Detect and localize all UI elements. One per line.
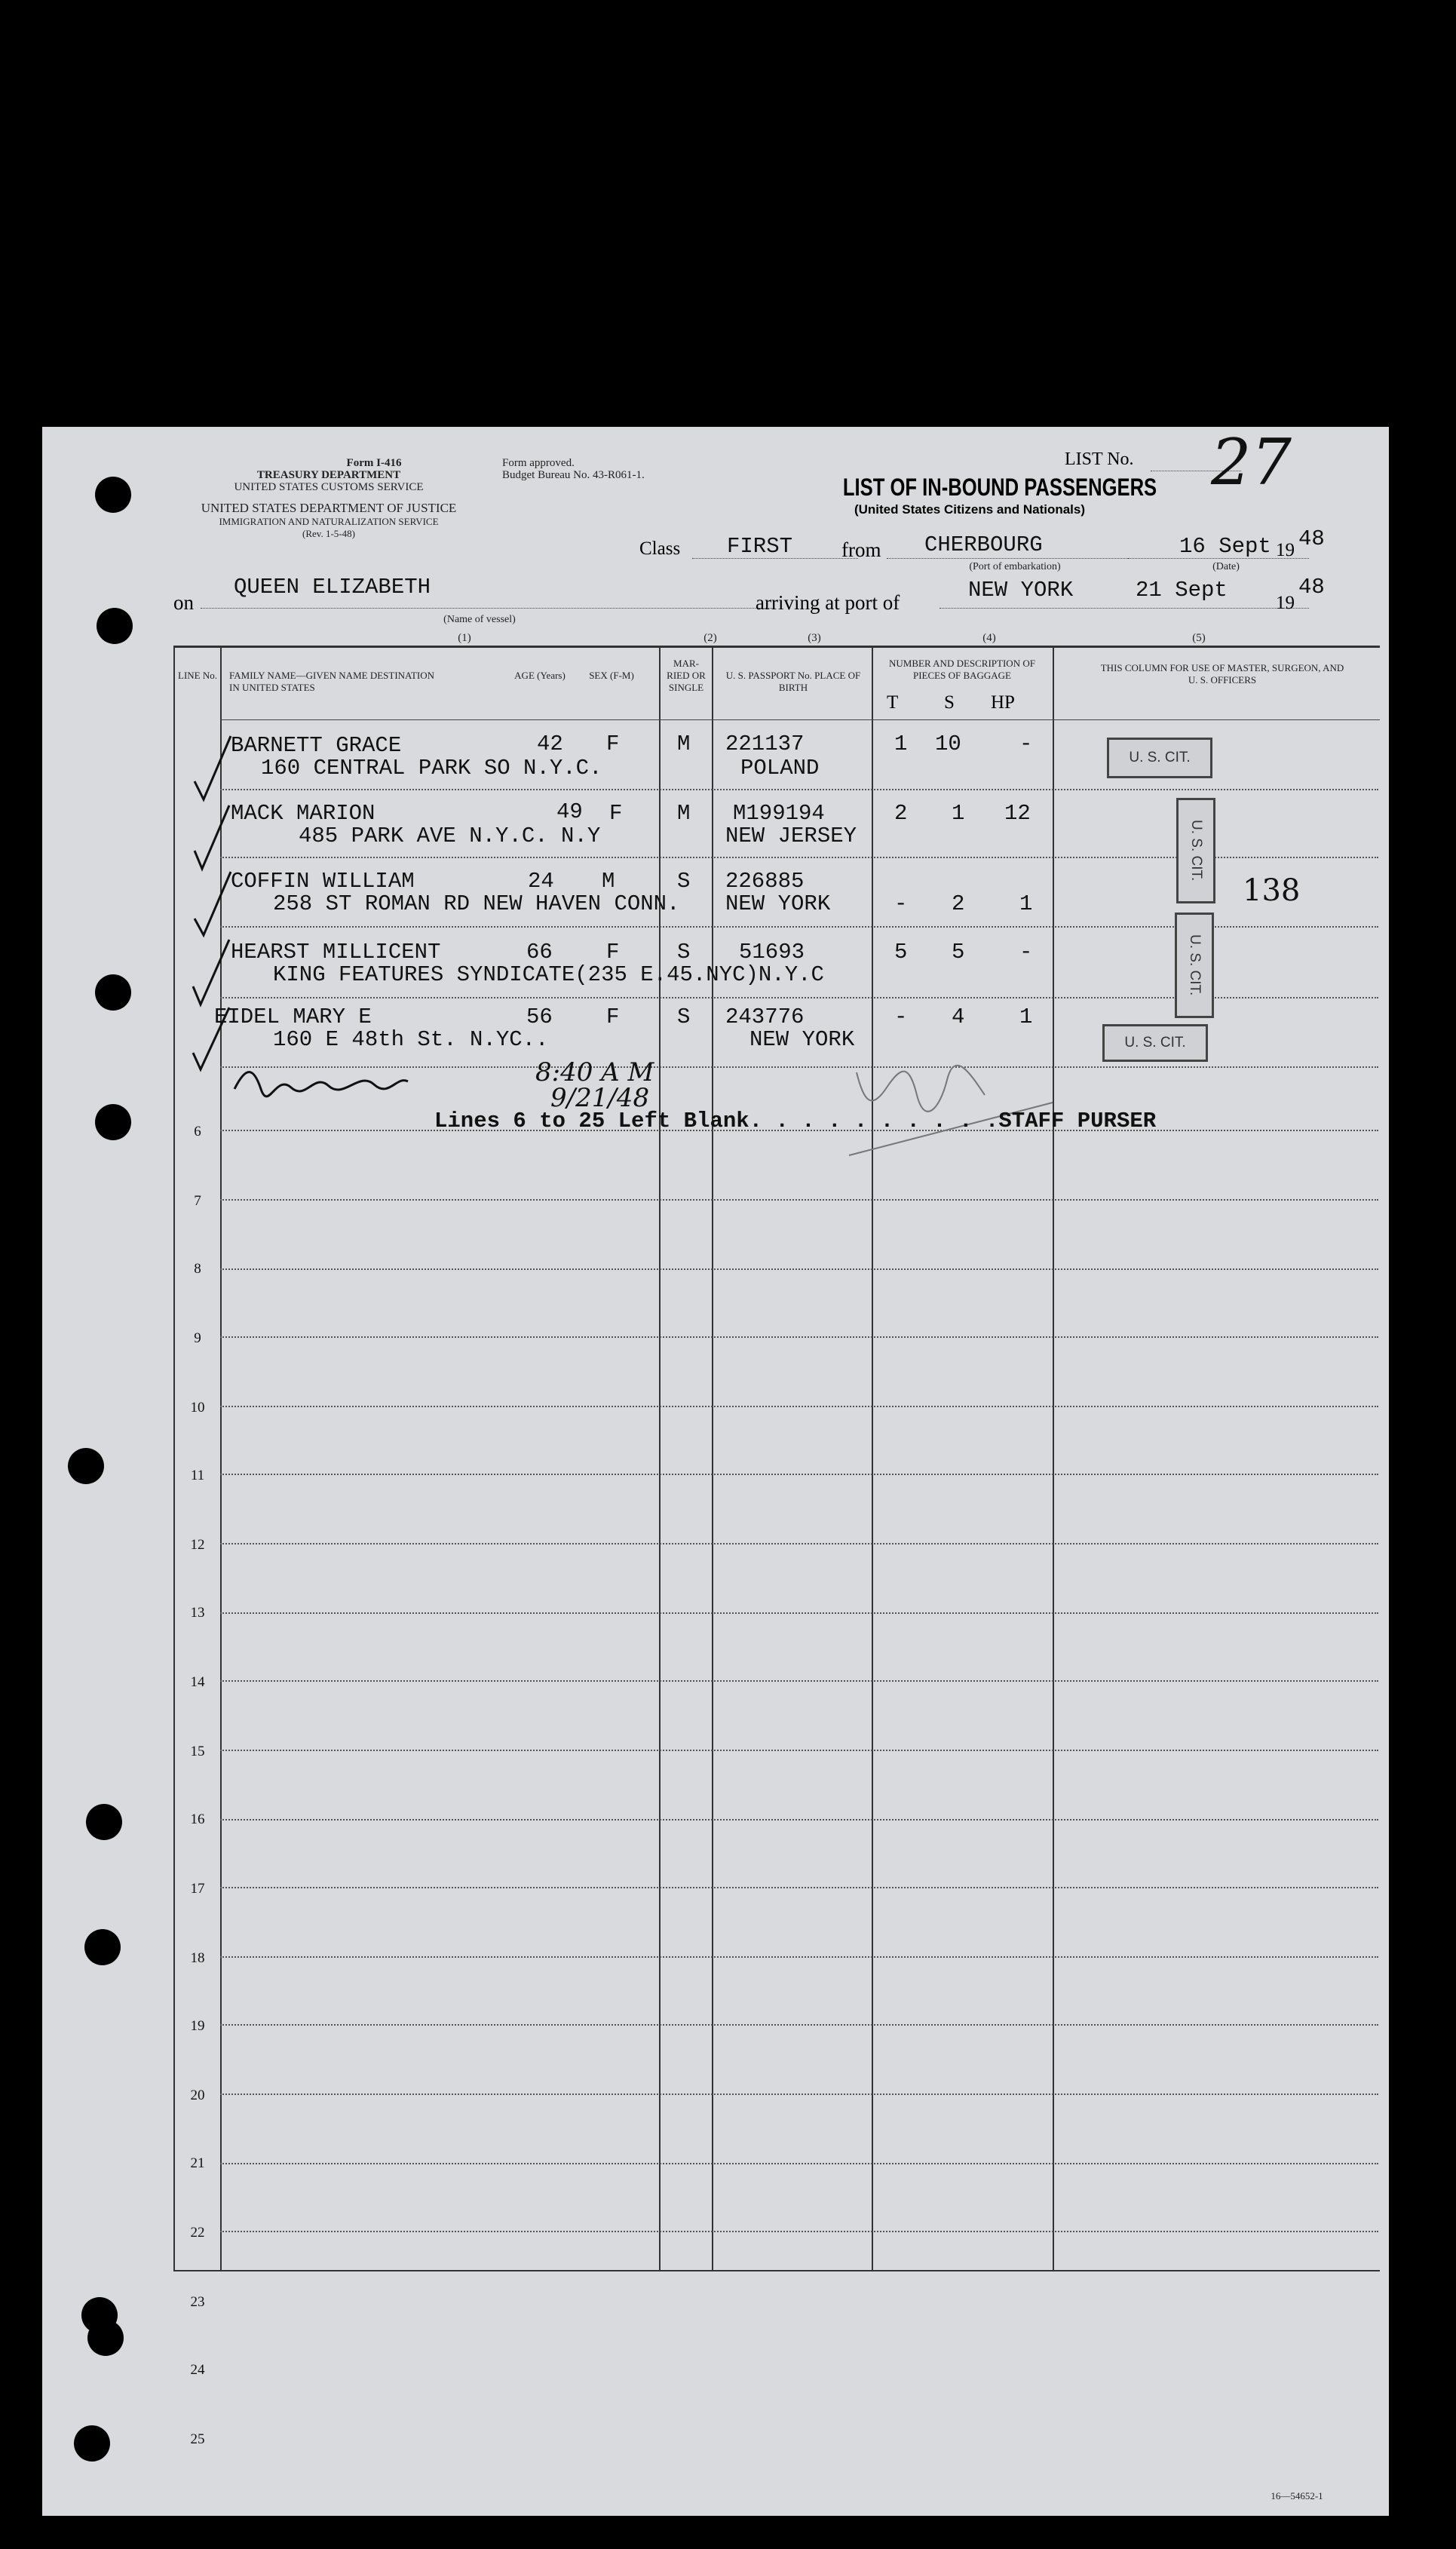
baggage-hp: - — [1019, 940, 1033, 965]
line-number: 7 — [194, 1193, 201, 1209]
baggage-hp: 1 — [1019, 1005, 1033, 1029]
from-label: from — [841, 538, 881, 561]
passenger-name: MACK MARION — [231, 801, 375, 826]
col-num: (1) — [458, 632, 471, 644]
baggage-t: 2 — [894, 801, 908, 826]
col-divider — [1053, 646, 1054, 2271]
line-number: 22 — [190, 2225, 205, 2241]
embark-caption: (Port of embarkation) — [969, 561, 1061, 572]
baggage-t: 5 — [894, 940, 908, 965]
handwritten-count: 138 — [1243, 873, 1301, 908]
table-top-rule — [173, 646, 1380, 648]
passenger-birthplace: NEW YORK — [725, 891, 831, 916]
baggage-s: 10 — [935, 732, 961, 756]
passenger-sex: F — [606, 940, 620, 965]
baggage-s: 1 — [952, 801, 965, 826]
baggage-hp: 1 — [1019, 891, 1033, 916]
punch-hole — [68, 1448, 104, 1484]
passenger-address: 160 E 48th St. N.YC.. — [273, 1027, 549, 1052]
punch-hole — [86, 1804, 122, 1840]
punch-hole — [95, 974, 131, 1011]
check-marks — [185, 721, 306, 1075]
line-number: 17 — [190, 1881, 205, 1897]
line-number: 20 — [190, 2087, 205, 2103]
us-citizen-stamp: U. S. CIT. — [1102, 1024, 1208, 1062]
col-num: (2) — [703, 632, 717, 644]
col-num: (5) — [1192, 632, 1206, 644]
arrival-date: 21 Sept — [1136, 578, 1228, 603]
col-divider — [872, 646, 873, 2271]
punch-hole — [87, 2320, 124, 2356]
us-citizen-stamp: U. S. CIT. — [1107, 738, 1212, 778]
passenger-passport: 51693 — [739, 940, 805, 965]
passenger-marital: M — [677, 732, 691, 756]
header-line-no: LINE No. — [178, 670, 217, 681]
customs-service: UNITED STATES CUSTOMS SERVICE — [234, 481, 424, 493]
header-name: FAMILY NAME—GIVEN NAME DESTINATION IN UNITED STATES — [229, 670, 435, 693]
punch-hole — [84, 1929, 121, 1965]
line-number: 25 — [190, 2431, 205, 2447]
col-divider — [712, 646, 713, 2271]
officer-signature — [231, 1059, 412, 1104]
form-number: Form I-416 — [346, 457, 402, 469]
line-number: 8 — [194, 1261, 201, 1277]
baggage-s: 5 — [952, 940, 965, 965]
passenger-marital: M — [677, 801, 691, 826]
arrival-port: NEW YORK — [968, 578, 1074, 603]
passenger-age: 49 — [556, 799, 583, 824]
signature-date: 9/21/48 — [550, 1083, 650, 1113]
vessel-name: QUEEN ELIZABETH — [234, 575, 431, 600]
us-citizen-stamp: U. S. CIT. — [1176, 798, 1215, 903]
passenger-birthplace: NEW YORK — [749, 1027, 855, 1052]
line-number: 23 — [190, 2294, 205, 2310]
line-number: 9 — [194, 1330, 201, 1346]
punch-hole — [95, 1104, 131, 1140]
form-approved: Form approved. — [502, 457, 575, 469]
passenger-passport: 243776 — [725, 1005, 805, 1029]
header-bag-s: S — [944, 692, 955, 713]
class-value: FIRST — [727, 534, 793, 559]
ins-service: IMMIGRATION AND NATURALIZATION SERVICE — [219, 516, 439, 527]
col-num: (4) — [982, 632, 996, 644]
line-number: 24 — [190, 2362, 205, 2378]
embarkation-port: CHERBOURG — [924, 532, 1043, 557]
passenger-name: HEARST MILLICENT — [231, 940, 441, 965]
passenger-address: 485 PARK AVE N.Y.C. N.Y — [299, 824, 601, 848]
passenger-address: KING FEATURES SYNDICATE(235 E.45.NYC)N.Y.C — [273, 962, 824, 987]
arriving-label: arriving at port of — [756, 591, 900, 614]
passenger-marital: S — [677, 869, 691, 894]
passenger-sex: F — [606, 1005, 620, 1029]
col-divider — [659, 646, 661, 2271]
baggage-t: - — [894, 1005, 908, 1029]
passenger-passport: 226885 — [725, 869, 805, 894]
passenger-marital: S — [677, 1005, 691, 1029]
passenger-birthplace: NEW JERSEY — [725, 824, 857, 848]
line-number: 21 — [190, 2155, 205, 2171]
passenger-address: 160 CENTRAL PARK SO N.Y.C. — [261, 756, 602, 781]
baggage-hp: - — [1019, 732, 1033, 756]
passenger-name: BARNETT GRACE — [231, 733, 402, 758]
line-number: 16 — [190, 1811, 205, 1827]
baggage-s: 2 — [952, 891, 965, 916]
vessel-caption: (Name of vessel) — [443, 614, 516, 625]
signature-time: 8:40 A M — [535, 1057, 654, 1087]
date-caption: (Date) — [1212, 561, 1240, 572]
blank-lines-note: Lines 6 to 25 Left Blank. . . . . . . . . .STAFF PURSER — [434, 1109, 1157, 1133]
passenger-sex: F — [606, 732, 620, 756]
embark-year: 48 — [1298, 526, 1325, 551]
punch-hole — [97, 608, 133, 644]
justice-department: UNITED STATES DEPARTMENT OF JUSTICE — [201, 501, 457, 515]
line-number: 12 — [190, 1537, 205, 1553]
list-no-value: 27 — [1211, 425, 1292, 499]
baggage-t: 1 — [894, 732, 908, 756]
header-rule — [220, 719, 1380, 720]
punch-hole — [95, 477, 131, 513]
passenger-address: 258 ST ROMAN RD NEW HAVEN CONN. — [273, 891, 680, 916]
punch-hole — [74, 2425, 110, 2462]
list-no-label: LIST No. — [1065, 449, 1134, 469]
line-number: 15 — [190, 1744, 205, 1759]
passenger-age: 42 — [537, 732, 563, 756]
us-citizen-stamp: U. S. CIT. — [1175, 913, 1214, 1018]
header-married: MAR-RIED OR SINGLE — [667, 658, 706, 693]
passenger-age: 56 — [526, 1005, 553, 1029]
passenger-passport: M199194 — [733, 801, 825, 826]
passenger-passport: 221137 — [725, 732, 805, 756]
arrival-year: 48 — [1298, 575, 1325, 600]
manifest-sheet — [42, 427, 1389, 2516]
line-number: 6 — [194, 1124, 201, 1140]
baggage-hp: 12 — [1004, 801, 1031, 826]
header-sex: SEX (F-M) — [589, 670, 634, 681]
baggage-s: 4 — [952, 1005, 965, 1029]
header-bag-hp: HP — [991, 692, 1015, 713]
header-passport: U. S. PASSPORT No. PLACE OF BIRTH — [725, 670, 861, 693]
embark-century: 19 — [1276, 540, 1295, 560]
passenger-sex: M — [602, 869, 615, 894]
passenger-age: 66 — [526, 940, 553, 965]
treasury-department: TREASURY DEPARTMENT — [256, 469, 401, 481]
line-number: 19 — [190, 2018, 205, 2034]
header-baggage: NUMBER AND DESCRIPTION OF PIECES OF BAGGAGE — [889, 658, 1035, 681]
table-bottom-rule — [173, 2270, 1380, 2271]
passenger-marital: S — [677, 940, 691, 965]
line-number: 11 — [190, 1468, 205, 1483]
line-number: 13 — [190, 1605, 205, 1621]
passenger-age: 24 — [528, 869, 554, 894]
passenger-name: COFFIN WILLIAM — [231, 869, 415, 894]
col-num: (3) — [808, 632, 821, 644]
class-label: Class — [639, 538, 681, 559]
table-left-border — [173, 646, 175, 2271]
passenger-birthplace: POLAND — [740, 756, 820, 781]
page-title: LIST OF IN-BOUND PASSENGERS — [842, 474, 1157, 501]
passenger-sex: F — [609, 801, 623, 826]
passenger-name: EIDEL MARY E — [214, 1005, 372, 1029]
on-label: on — [173, 591, 194, 614]
header-age: AGE (Years) — [514, 670, 566, 681]
line-number: 10 — [190, 1400, 205, 1416]
line-number: 18 — [190, 1950, 205, 1966]
embark-date: 16 Sept — [1179, 534, 1271, 559]
footer-code: 16—54652-1 — [1271, 2490, 1323, 2501]
revision-date: (Rev. 1-5-48) — [302, 528, 355, 539]
header-officers: THIS COLUMN FOR USE OF MASTER, SURGEON, AND U. S. OFFICERS — [1100, 662, 1344, 686]
header-bag-t: T — [887, 692, 899, 713]
page-subtitle: (United States Citizens and Nationals) — [854, 502, 1086, 517]
line-number: 14 — [190, 1674, 205, 1690]
arrival-century: 19 — [1276, 593, 1295, 613]
budget-bureau: Budget Bureau No. 43-R061-1. — [502, 469, 645, 481]
baggage-t: - — [894, 891, 908, 916]
